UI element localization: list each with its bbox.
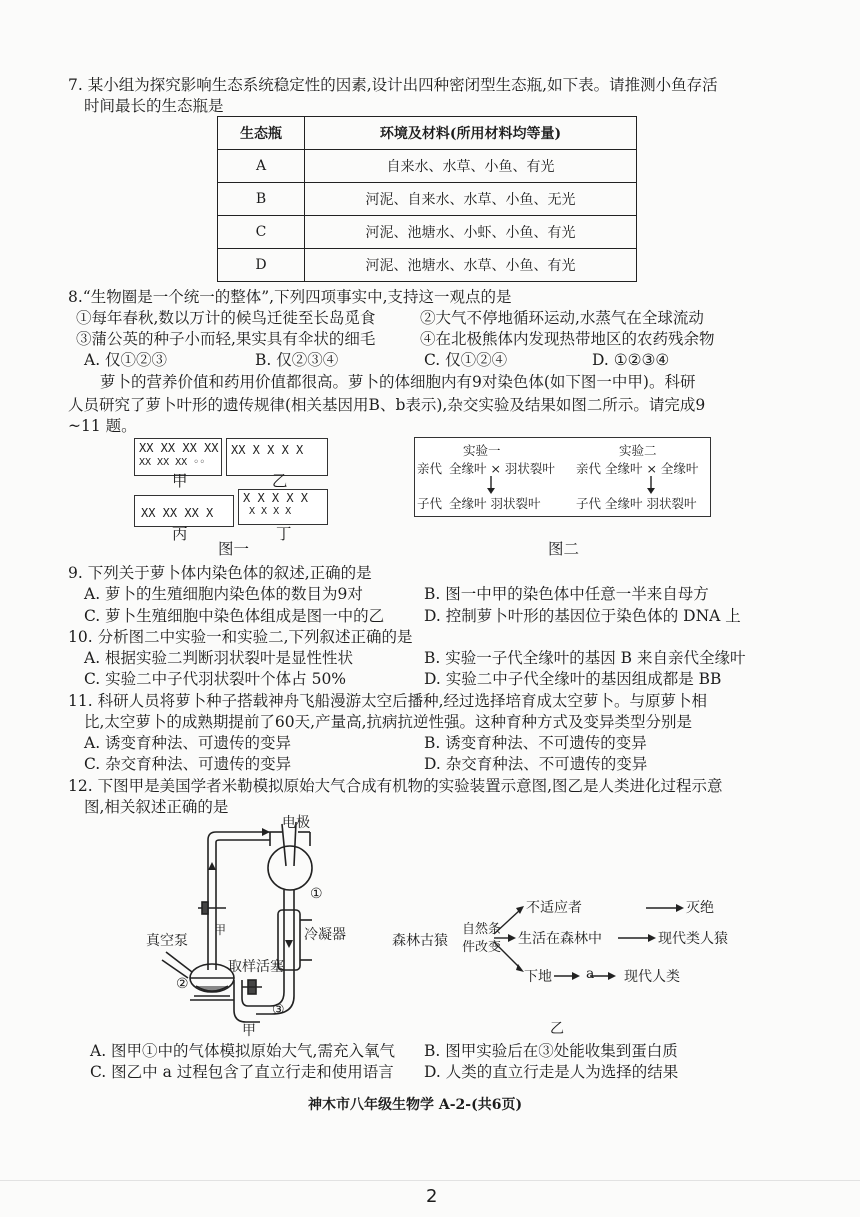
exp2-child-label: 子代 bbox=[576, 496, 602, 511]
table-header-cell: 生态瓶 bbox=[218, 117, 305, 150]
intro-line1: 萝卜的营养价值和药用价值都很高。萝卜的体细胞内有9对染色体(如下图一中甲)。科研 bbox=[100, 373, 696, 391]
miller-apparatus-diagram bbox=[130, 810, 370, 1030]
q12-option-c: C. 图乙中 a 过程包含了直立行走和使用语言 bbox=[90, 1063, 394, 1081]
q9-option-b: B. 图一中甲的染色体中任意一半来自母方 bbox=[424, 585, 709, 603]
q8-option-b: B. 仅②③④ bbox=[255, 351, 339, 369]
q10-option-a: A. 根据实验二判断羽状裂叶是显性性状 bbox=[84, 649, 354, 667]
panel-label-yi: 乙 bbox=[272, 472, 288, 490]
evolution-apes: 现代类人猿 bbox=[658, 931, 728, 947]
table-cell: 河泥、池塘水、小虾、小鱼、有光 bbox=[305, 216, 637, 249]
table-row bbox=[218, 183, 637, 216]
evolution-humans: 现代人类 bbox=[624, 969, 680, 985]
q8-option-d: D. ①②③④ bbox=[592, 351, 670, 369]
evolution-cause-top: 自然条 bbox=[462, 922, 502, 937]
q9-option-c: C. 萝卜生殖细胞中染色体组成是图一中的乙 bbox=[84, 607, 385, 625]
q9-option-a: A. 萝卜的生殖细胞内染色体的数目为9对 bbox=[84, 585, 363, 603]
q8-fact-1: ①每年春秋,数以万计的候鸟迁徙至长岛觅食 bbox=[76, 309, 376, 327]
q9-stem: 9. 下列关于萝卜体内染色体的叙述,正确的是 bbox=[68, 564, 372, 582]
figure-jia-caption: 甲 bbox=[242, 1023, 256, 1039]
q11-option-b: B. 诱变育种法、不可遗传的变异 bbox=[424, 734, 647, 752]
exp2-offspring: 全缘叶 羽状裂叶 bbox=[605, 496, 697, 511]
table-cell: 河泥、自来水、水草、小鱼、无光 bbox=[305, 183, 637, 216]
q8-option-c: C. 仅①②④ bbox=[424, 351, 508, 369]
panel-label-ding: 丁 bbox=[276, 525, 292, 543]
exp1-parent-label: 亲代 bbox=[417, 461, 443, 476]
table-cell: 河泥、池塘水、水草、小鱼、有光 bbox=[305, 249, 637, 282]
page-footer: 神木市八年级生物学 A-2-(共6页) bbox=[308, 1097, 523, 1113]
table-cell: B bbox=[218, 183, 305, 216]
table-cell: D bbox=[218, 249, 305, 282]
q11-option-d: D. 杂交育种法、不可遗传的变异 bbox=[424, 755, 648, 773]
page-number: 2 bbox=[426, 1186, 438, 1207]
q9-option-d: D. 控制萝卜叶形的基因位于染色体的 DNA 上 bbox=[424, 607, 741, 625]
q11-stem-line1: 11. 科研人员将萝卜种子搭载神舟飞船漫游太空后播种,经过选择培育成太空萝卜。与原萝卜相 bbox=[68, 692, 708, 710]
q10-option-b: B. 实验一子代全缘叶的基因 B 来自亲代全缘叶 bbox=[424, 649, 746, 667]
chromosome-row: XX XX XX XX bbox=[139, 441, 219, 455]
exp2-parent-label: 亲代 bbox=[576, 461, 602, 476]
panel-label-bing: 丙 bbox=[172, 525, 188, 543]
q8-stem: 8.“生物圈是一个统一的整体”,下列四项事实中,支持这一观点的是 bbox=[68, 288, 512, 306]
flow-direction-mark: 甲 bbox=[214, 923, 227, 937]
q8-fact-2: ②大气不停地循环运动,水蒸气在全球流动 bbox=[420, 309, 704, 327]
page-divider bbox=[0, 1180, 860, 1181]
q12-option-a: A. 图甲①中的气体模拟原始大气,需充入氧气 bbox=[90, 1042, 395, 1060]
q12-stem-line2: 图,相关叙述正确的是 bbox=[84, 798, 229, 816]
label-marker-1: ① bbox=[310, 886, 323, 902]
exp2-title: 实验二 bbox=[619, 443, 657, 458]
figure-2-caption: 图二 bbox=[548, 540, 580, 558]
q11-stem-line2: 比,太空萝卜的成熟期提前了60天,产量高,抗病抗逆性强。这种育种方式及变异类型分别是 bbox=[84, 713, 693, 731]
figure-yi-caption: 乙 bbox=[550, 1021, 564, 1037]
table-cell: A bbox=[218, 150, 305, 183]
exp2-parent-cross: 全缘叶 × 全缘叶 bbox=[605, 461, 699, 476]
evolution-process-a: a bbox=[586, 966, 595, 982]
exp1-parent-cross: 全缘叶 × 羽状裂叶 bbox=[449, 461, 555, 476]
q8-fact-3: ③蒲公英的种子小而轻,果实具有伞状的细毛 bbox=[76, 330, 376, 348]
label-marker-3: ③ bbox=[272, 1002, 285, 1018]
q10-stem: 10. 分析图二中实验一和实验二,下列叙述正确的是 bbox=[68, 628, 413, 646]
label-marker-2: ② bbox=[176, 976, 189, 992]
label-vacuum-pump: 真空泵 bbox=[146, 933, 188, 949]
evolution-forest: 生活在森林中 bbox=[518, 931, 602, 947]
q8-fact-4: ④在北极熊体内发现热带地区的农药残余物 bbox=[420, 330, 715, 348]
evolution-ground: 下地 bbox=[524, 969, 552, 985]
table-row bbox=[218, 150, 637, 183]
q8-option-a: A. 仅①②③ bbox=[84, 351, 168, 369]
exp1-child-label: 子代 bbox=[417, 496, 443, 511]
q7-stem-line1: 7. 某小组为探究影响生态系统稳定性的因素,设计出四种密闭型生态瓶,如下表。请推测小鱼存活 bbox=[68, 76, 718, 94]
table-row bbox=[218, 216, 637, 249]
panel-label-jia: 甲 bbox=[172, 472, 188, 490]
q10-option-c: C. 实验二中子代羽状裂叶个体占 50% bbox=[84, 670, 347, 688]
evolution-unfit: 不适应者 bbox=[526, 900, 582, 916]
exp1-title: 实验一 bbox=[463, 443, 501, 458]
table-cell: 自来水、水草、小鱼、有光 bbox=[305, 150, 637, 183]
q11-option-c: C. 杂交育种法、可遗传的变异 bbox=[84, 755, 292, 773]
evolution-origin: 森林古猿 bbox=[392, 933, 448, 949]
q12-option-b: B. 图甲实验后在③处能收集到蛋白质 bbox=[424, 1042, 678, 1060]
exp1-offspring: 全缘叶 羽状裂叶 bbox=[449, 496, 541, 511]
evolution-extinct: 灭绝 bbox=[686, 900, 714, 916]
table-header-row bbox=[218, 117, 637, 150]
label-condenser: 冷凝器 bbox=[304, 927, 346, 943]
label-sampling-valve: 取样活塞 bbox=[228, 959, 284, 975]
q11-option-a: A. 诱变育种法、可遗传的变异 bbox=[84, 734, 292, 752]
q12-stem-line1: 12. 下图甲是美国学者米勒模拟原始大气合成有机物的实验装置示意图,图乙是人类进化过程示意 bbox=[68, 777, 723, 795]
figure-1-caption: 图一 bbox=[218, 540, 250, 558]
chromosome-row: XX X X X X bbox=[231, 443, 304, 457]
table-header-cell: 环境及材料(所用材料均等量) bbox=[305, 117, 637, 150]
chromosome-row: X X X X X bbox=[243, 491, 309, 505]
chromosome-row: XX XX XX ◦◦ bbox=[139, 457, 206, 468]
q10-option-d: D. 实验二中子代全缘叶的基因组成都是 BB bbox=[424, 670, 722, 688]
chromosome-row: X X X X bbox=[249, 506, 292, 517]
chromosome-row: XX XX XX X bbox=[141, 506, 214, 520]
ecosystem-table bbox=[217, 116, 637, 282]
cross-arrows bbox=[415, 438, 710, 516]
intro-line3: ~11 题。 bbox=[68, 417, 137, 435]
table-cell: C bbox=[218, 216, 305, 249]
evolution-cause-bottom: 件改变 bbox=[462, 940, 502, 955]
label-electrode: 电极 bbox=[282, 815, 310, 831]
intro-line2: 人员研究了萝卜叶形的遗传规律(相关基因用B、b表示),杂交实验及结果如图二所示。请完成9 bbox=[68, 396, 706, 414]
q7-stem-line2: 时间最长的生态瓶是 bbox=[84, 97, 224, 115]
figure-2 bbox=[414, 437, 711, 517]
q12-option-d: D. 人类的直立行走是人为选择的结果 bbox=[424, 1063, 679, 1081]
table-row bbox=[218, 249, 637, 282]
chromosome-panel-ding bbox=[238, 489, 328, 525]
